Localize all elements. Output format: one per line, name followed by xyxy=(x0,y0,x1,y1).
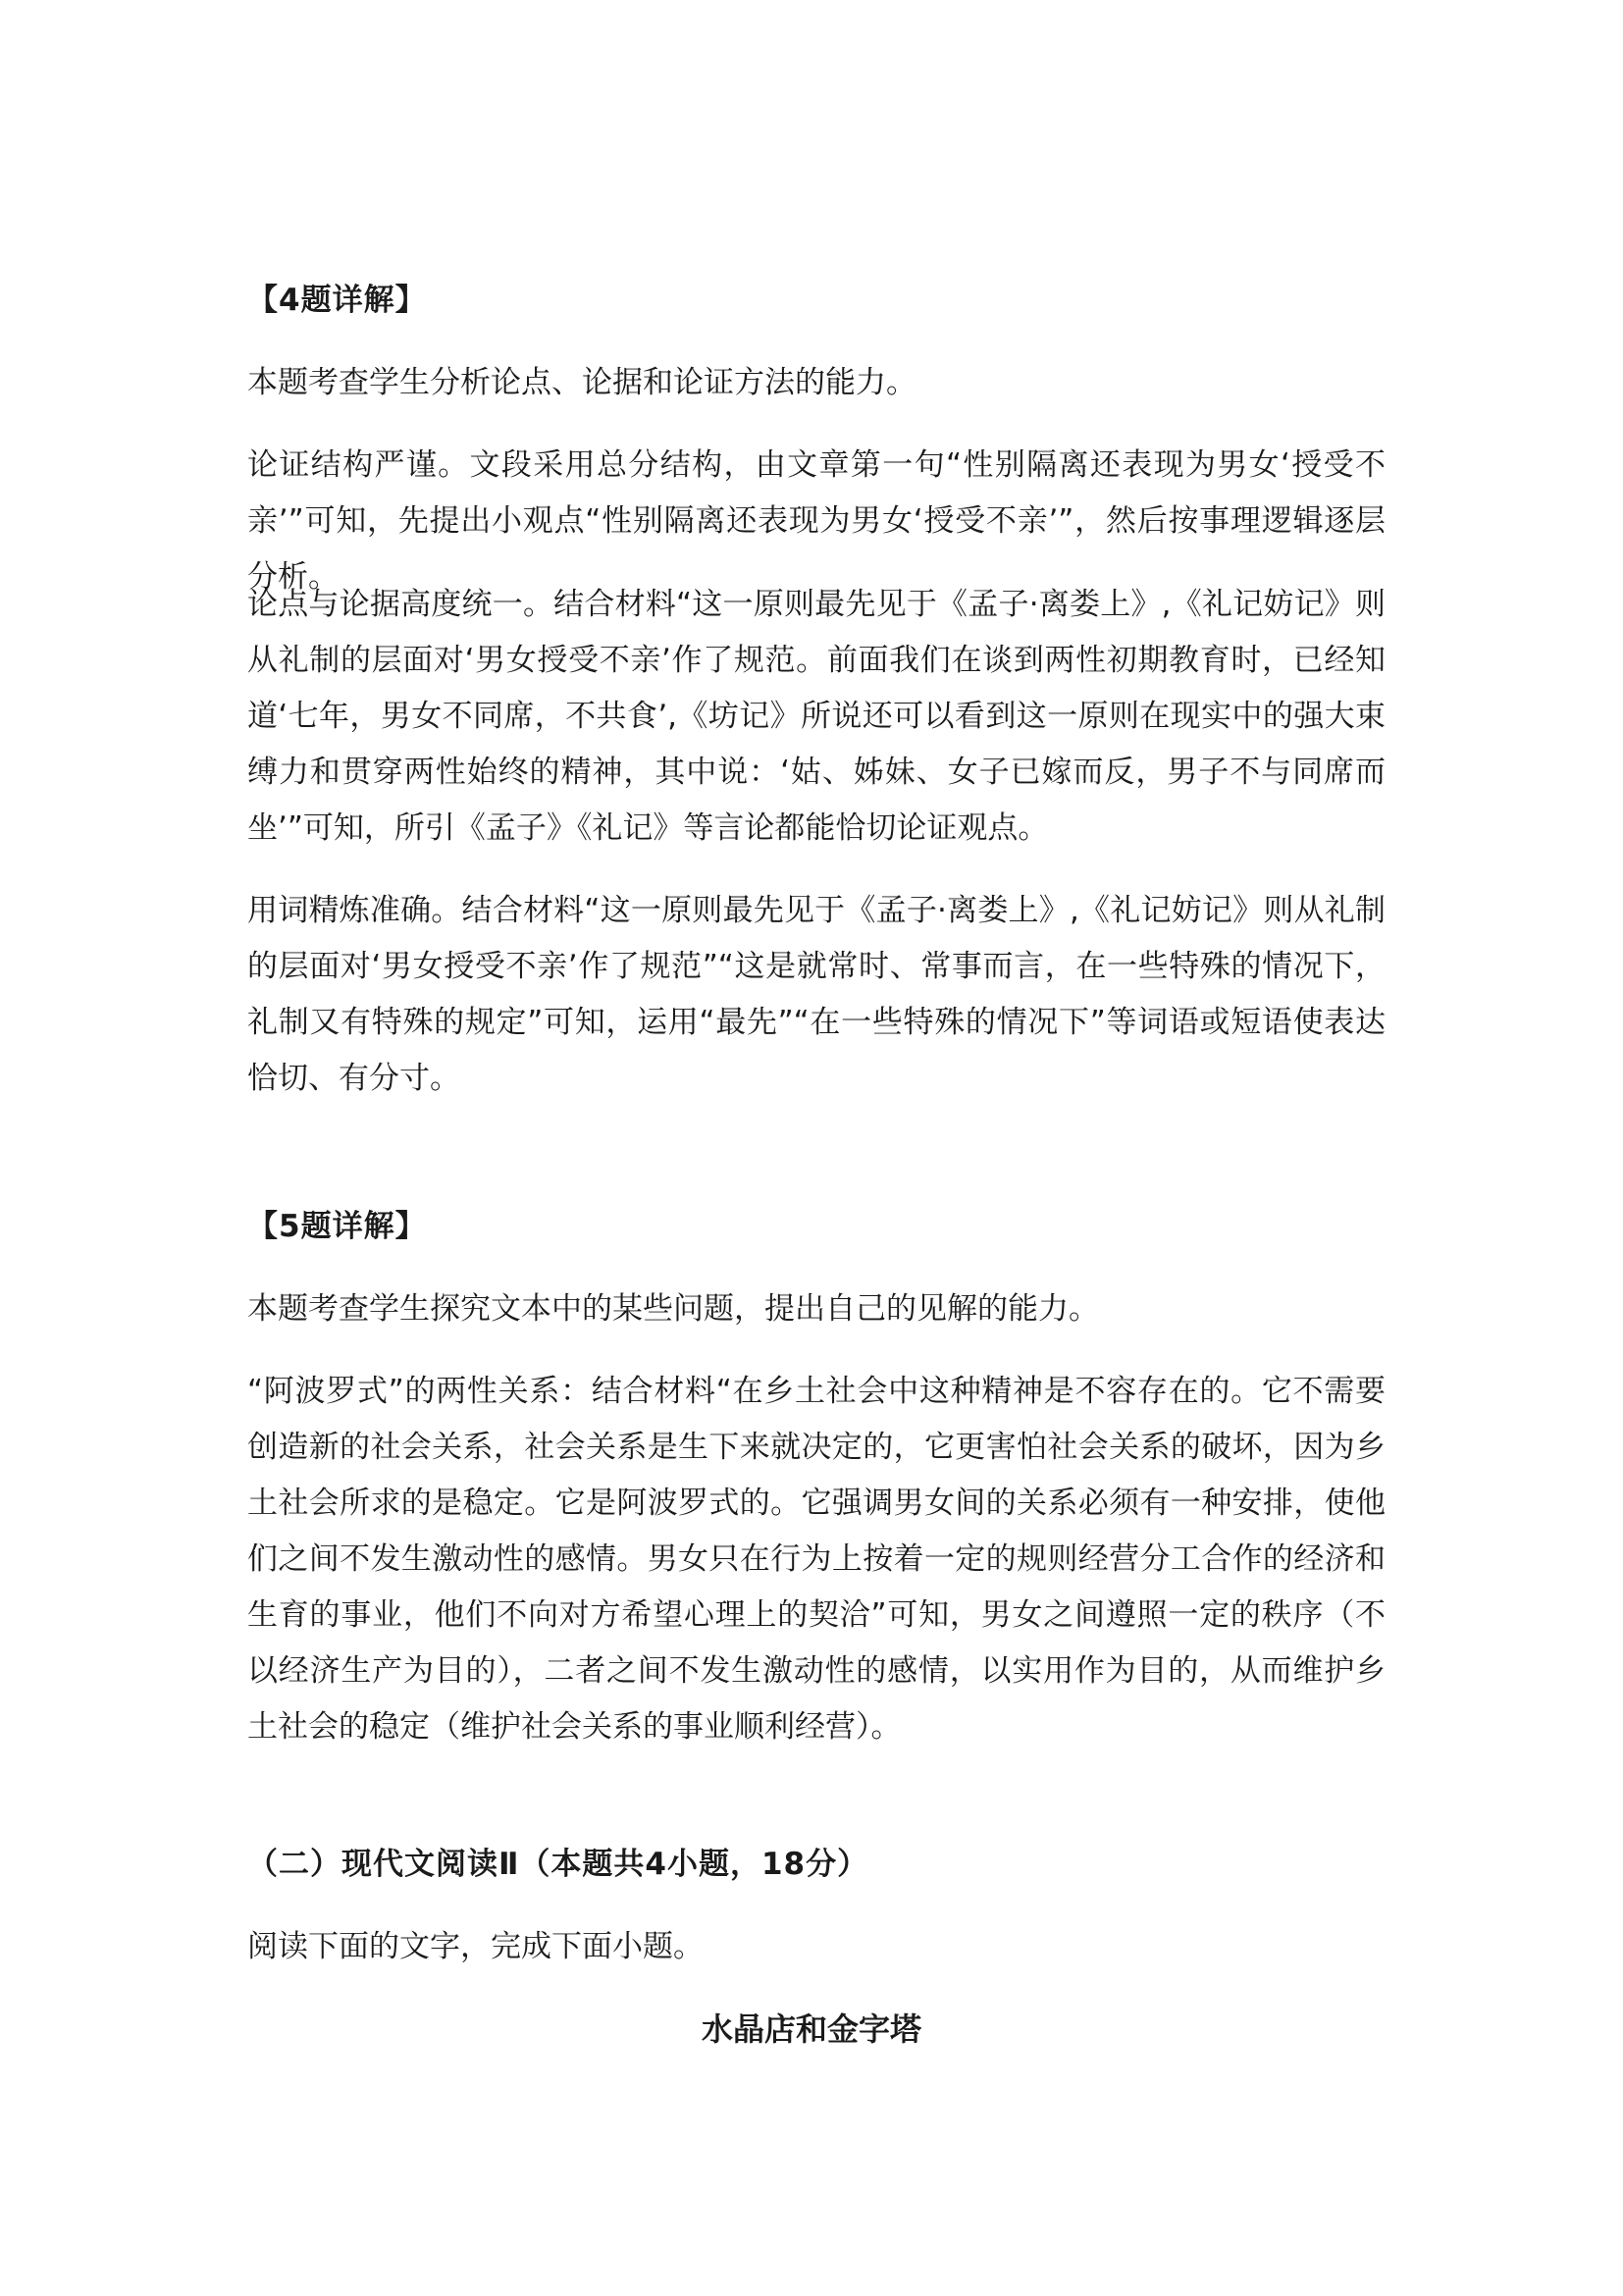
q4-paragraph-evidence: 论点与论据高度统一。结合材料“这一原则最先见于《孟子·离娄上》,《礼记妨记》则从礼制的层面对‘男女授受不亲’作了规范。前面我们在谈到两性初期教育时，已经知道‘七年，男女不同席，不共食’,《坊记》所说还可以看到这一原则在现实中的强大束缚力和贯穿两性始终的精神，其中说：‘姑、姊妹、女子已嫁而反，男子不与同席而坐’”可知，所引《孟子》《礼记》等言论都能恰切论证观点。 xyxy=(247,587,1386,846)
q5-paragraph-answer: “阿波罗式”的两性关系：结合材料“在乡土社会中这种精神是不容存在的。它不需要创造新的社会关系，社会关系是生下来就决定的，它更害怕社会关系的破坏，因为乡土社会所求的是稳定。它是阿波罗式的。它强调男女间的关系必须有一种安排，使他们之间不发生激动性的感情。男女只在行为上按着一定的规则经营分工合作的经济和生育的事业，他们不向对方希望心理上的契洽”可知，男女之间遵照一定的秩序（不以经济生产为目的），二者之间不发生激动性的感情，以实用作为目的，从而维护乡土社会的稳定（维护社会关系的事业顺利经营）。 xyxy=(247,1374,1386,1745)
q4-paragraph-structure: 论证结构严谨。文段采用总分结构，由文章第一句“性别隔离还表现为男女‘授受不亲’”可知，先提出小观点“性别隔离还表现为男女‘授受不亲’”，然后按事理逻辑逐层分析。 xyxy=(247,447,1386,595)
q4-paragraph-wording: 用词精炼准确。结合材料“这一原则最先见于《孟子·离娄上》,《礼记妨记》则从礼制的层面对‘男女授受不亲’作了规范”“这是就常时、常事而言，在一些特殊的情况下，礼制又有特殊的规定”可知，运用“最先”“在一些特殊的情况下”等词语或短语使表达恰切、有分寸。 xyxy=(247,893,1386,1096)
section2-instruction: 阅读下面的文字，完成下面小题。 xyxy=(247,1929,704,1964)
q4-intro: 本题考查学生分析论点、论据和论证方法的能力。 xyxy=(247,365,916,400)
q4-heading: 【4题详解】 xyxy=(247,283,427,318)
q5-heading: 【5题详解】 xyxy=(247,1209,427,1244)
section2-heading: （二）现代文阅读Ⅱ（本题共4小题，18分） xyxy=(247,1847,869,1882)
q5-intro: 本题考查学生探究文本中的某些问题，提出自己的见解的能力。 xyxy=(247,1291,1099,1327)
passage-title: 水晶店和金字塔 xyxy=(701,2010,921,2048)
